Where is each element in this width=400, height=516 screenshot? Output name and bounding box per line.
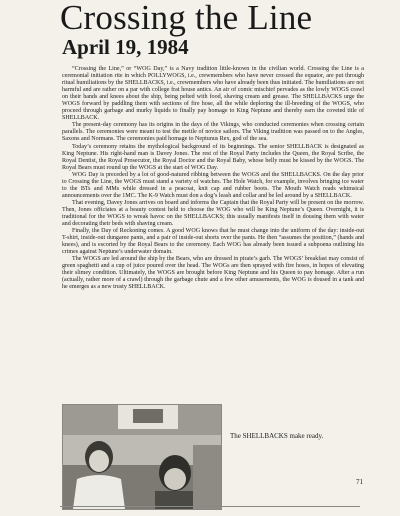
photo-caption: The SHELLBACKS make ready. [230,432,324,440]
paragraph: Today’s ceremony retains the mythological background of its beginnings. The senior SHELLBACK is designated as King Neptune. His right-hand man is Davey Jones. The rest of the Royal Party includes the Queen, the Royal Scribe, the Royal Dentist, the Royal Prosecutor, the Royal Doctor and the Royal Baby, whose belly must be kissed by the WOGS. The Royal Bears must round up the WOGS at the start of WOG Day. [62,143,364,171]
paragraph: WOG Day is preceded by a lot of good-natured ribbing between the WOGS and the SHELLBACKS. On the day prior to Crossing the Line, the WOGS must stand a variety of watches. The Hole Watch, for example, involves bringing ice water to the BTs and MMs while dressed in a peacoat, knit cap and rubber boots. The Mouth Watch reads whimsical announcements over the 1MC. The K-9 Watch must don a dog’s leash and collar and be led around by a SHELLBACK. [62,171,364,199]
page-number: 71 [356,478,363,486]
page-title: Crossing the Line [60,0,313,37]
article-date: April 19, 1984 [62,35,189,59]
paragraph: “Crossing the Line,” or “WOG Day,” is a Navy tradition little-known in the civilian world. Crossing the Line is a ceremonial initiation rite in which POLLYWOGS, i.e., crewmembers who have never crossed the equator, are put through ritual humiliations by the SHELLBACKS, i.e., crewmembers who have already been thus initiated. The humiliations are not harmful and are rather on a par with college frat house antics. An air of comic mischief pervades as the lowly WOGS crawl on their hands and knees about the ship, being pelted with food, shaving cream and grease. The SHELLBACKS urge the WOGS forward by paddling them with sections of fire hose, all the while deploring the ill-breeding of the WOGS, who proceed through garbage and murky liquids to finally pay homage to King Neptune and thereby earn the coveted title of SHELLBACK. [62,66,364,122]
paragraph: Finally, the Day of Reckoning comes. A good WOG knows that he must change into the uniform of the day: inside-out T-shirt, inside-out dungaree pants, and a pair of inside-out shorts over the pants. He then “assumes the position,” (hands and knees), and is escorted by the Royal Bears to the ceremony. Each WOG has already been issued a subpoena outlining his crimes against Neptune’s underwater domain. [62,228,364,256]
article-body [62,66,364,292]
paragraph: That evening, Davey Jones arrives on board and informs the Captain that the Royal Party will be present on the morrow. Then, Jones officiates at a beauty contest held to choose the WOG who will be King Neptune’s Queen. Overnight, it is traditional for the WOGS to wreak havoc on the SHELLBACKS; this usually manifests itself in dousing them with water and decorating their beds with shaving cream. [62,199,364,228]
paragraph: The WOGS are led around the ship by the Bears, who are dressed in pirate’s garb. The WOGS’ breakfast may consist of green spaghetti and a cup of juice poured over the head. The WOGs are then sprayed with fire hoses, in hopes of elevating their slimey condition. Ultimately, the WOGS are brought before King Neptune and his Queen to pay homage. After a run (actually, rather more of a crawl) through the garbage chute and a few other amusements, the WOG is doused in a tank and he emerges as a new trusty SHELLBACK. [62,256,364,291]
shellbacks-photo [62,404,222,510]
paragraph: The present-day ceremony has its origins in the days of the Vikings, who conducted ceremonies when crossing certain parallels. The ceremonies were meant to test the mettle of novice sailors. The Viking tradition was passed on to the Angles, Saxons and Normans. The ceremonies paid homage to Neptunus Rex, god of the sea. [62,122,364,143]
divider [60,506,360,507]
